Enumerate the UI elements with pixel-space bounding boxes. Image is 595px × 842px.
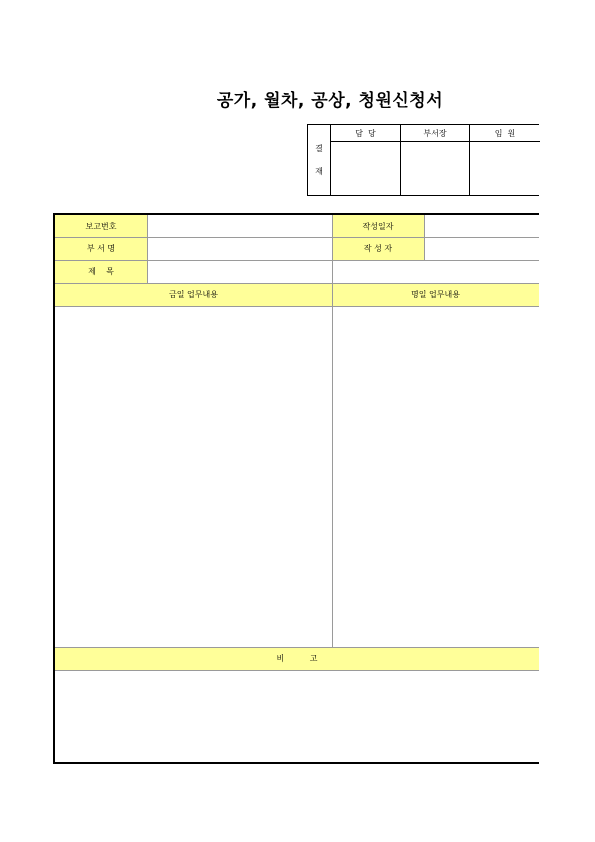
approval-sign-slot-executive[interactable] <box>470 142 540 195</box>
date-label: 작성일자 <box>332 215 424 237</box>
row-divider <box>55 306 539 307</box>
date-field[interactable] <box>424 215 539 237</box>
approval-sign-slot-manager[interactable] <box>331 142 400 195</box>
approval-header-executive: 임 원 <box>470 125 540 142</box>
today-work-content[interactable] <box>55 306 332 647</box>
author-label: 작 성 자 <box>332 237 424 260</box>
approval-sign-slot-dept-head[interactable] <box>401 142 469 195</box>
remarks-content[interactable] <box>55 670 539 764</box>
approval-side-label <box>308 125 331 195</box>
approval-header-dept-head: 부서장 <box>401 125 469 142</box>
remarks-header: 비 고 <box>55 647 539 670</box>
department-field[interactable] <box>147 237 332 260</box>
column-divider <box>332 215 333 647</box>
approval-header-manager: 담 당 <box>331 125 400 142</box>
row-divider <box>55 670 539 671</box>
report-number-label: 보고번호 <box>55 215 147 237</box>
approval-side-label-bottom: 재 <box>315 167 323 176</box>
author-field[interactable] <box>424 237 539 260</box>
department-label: 부 서 명 <box>55 237 147 260</box>
approval-side-label-top: 결 <box>315 144 323 153</box>
tomorrow-work-content[interactable] <box>332 306 539 647</box>
column-divider <box>424 215 425 260</box>
column-divider <box>147 215 148 283</box>
approval-column-dept-head <box>401 125 470 195</box>
subject-field[interactable] <box>147 260 539 283</box>
subject-label: 제 목 <box>55 260 147 283</box>
document-title: 공가, 월차, 공상, 청원신청서 <box>216 91 444 111</box>
row-divider <box>55 260 539 261</box>
approval-column-executive <box>470 125 540 195</box>
application-form <box>53 213 539 764</box>
tomorrow-work-header: 명일 업무내용 <box>332 283 539 306</box>
today-work-header: 금일 업무내용 <box>55 283 332 306</box>
approval-column-manager <box>331 125 401 195</box>
report-number-field[interactable] <box>147 215 332 237</box>
row-divider <box>55 647 539 648</box>
row-divider <box>55 237 539 238</box>
row-divider <box>55 283 539 284</box>
approval-box <box>307 124 539 196</box>
